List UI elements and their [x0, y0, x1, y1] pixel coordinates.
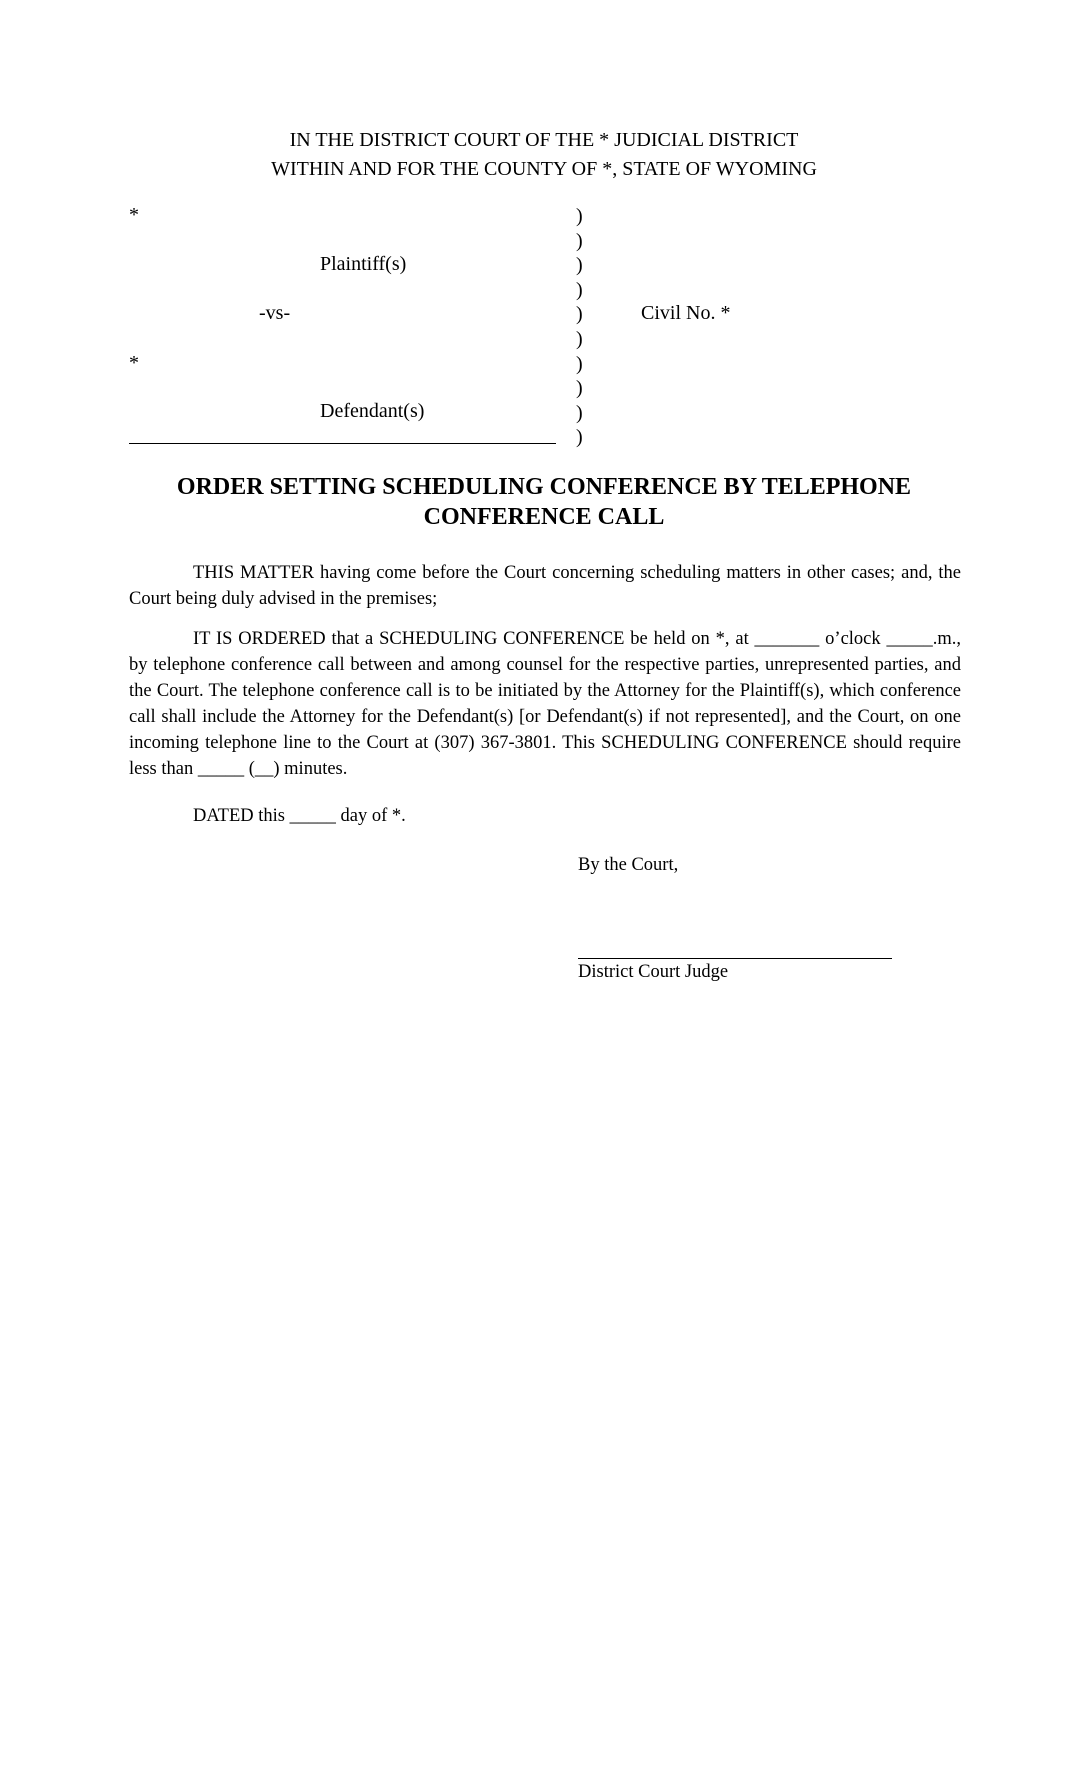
caption-paren: ) — [576, 254, 583, 277]
caption-paren: ) — [576, 205, 583, 227]
signature-line — [578, 958, 892, 959]
plaintiff-name: * — [129, 204, 139, 226]
caption-paren: ) — [576, 278, 583, 301]
order-paragraph: IT IS ORDERED that a SCHEDULING CONFERENCE be held on *, at _______ o’clock _____.m., by telephone conference call between and among counsel for the respective parties, unrepresented parties, and the Court. The telephone conference call is to be initiated by the Attorney for the Plaintiff(s), which conference call shall include the Attorney for the Defendant(s) [or Defendant(s) if not represented], and the Court, on one incoming telephone line to the Court at (307) 367-3801. This SCHEDULING CONFERENCE should require less than _____ (__) minutes. — [129, 629, 961, 779]
judge-title: District Court Judge — [578, 962, 729, 982]
caption-parenthesis-column — [576, 204, 596, 450]
order-title-line-2: CONFERENCE CALL — [423, 504, 665, 530]
caption-paren: ) — [576, 426, 583, 449]
caption-paren: ) — [576, 377, 583, 400]
versus-label: -vs- — [259, 302, 291, 324]
caption-paren: ) — [576, 303, 583, 326]
dated-line: DATED this _____ day of *. — [193, 806, 406, 826]
by-the-court: By the Court, — [578, 855, 679, 875]
caption-paren: ) — [576, 352, 583, 375]
caption-paren: ) — [576, 401, 583, 424]
defendant-label: Defendant(s) — [320, 400, 425, 422]
plaintiff-label: Plaintiff(s) — [320, 253, 407, 275]
caption-underline — [129, 443, 556, 444]
defendant-name: * — [129, 352, 139, 374]
caption-paren: ) — [576, 229, 583, 252]
court-header-line-1: IN THE DISTRICT COURT OF THE * JUDICIAL DISTRICT — [289, 129, 799, 151]
caption-paren: ) — [576, 327, 583, 350]
recital-paragraph: THIS MATTER having come before the Court concerning scheduling matters in other cases; and, the Court being duly advised in the premises; — [129, 563, 961, 609]
order-title-line-1: ORDER SETTING SCHEDULING CONFERENCE BY TELEPHONE — [176, 474, 912, 500]
civil-number: Civil No. * — [641, 302, 731, 324]
court-header-line-2: WITHIN AND FOR THE COUNTY OF *, STATE OF WYOMING — [271, 158, 817, 180]
